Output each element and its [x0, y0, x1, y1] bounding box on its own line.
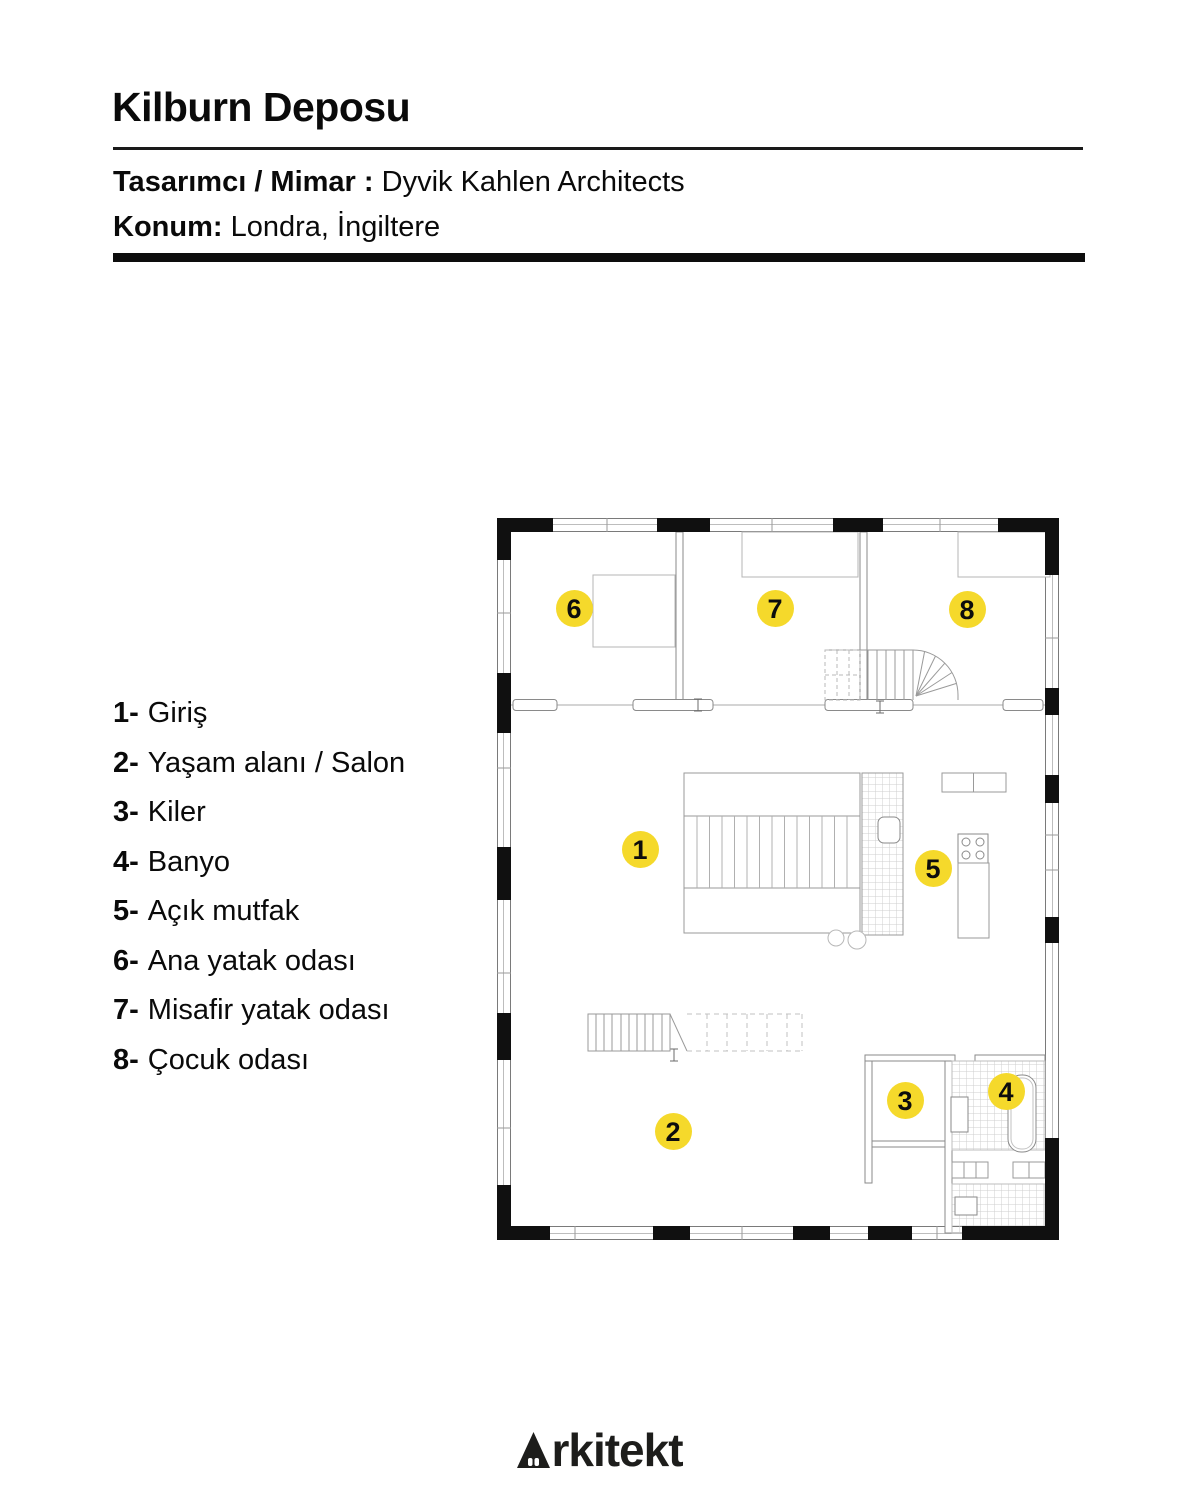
legend-label: Kiler	[147, 796, 206, 828]
room-badge-7: 7	[757, 590, 794, 627]
legend-item-7	[113, 994, 405, 1044]
designer-label: Tasarımcı / Mimar :	[113, 166, 374, 198]
page-title: Kilburn Deposu	[112, 84, 411, 130]
legend-label: Misafir yatak odası	[147, 994, 390, 1026]
footer	[0, 1424, 1200, 1476]
divider-thick	[113, 253, 1085, 262]
room-badge-4: 4	[988, 1073, 1025, 1110]
legend-num: 1-	[113, 697, 139, 729]
legend-num: 3-	[113, 796, 139, 828]
legend-item-5	[113, 895, 405, 945]
legend-label: Banyo	[147, 845, 231, 878]
legend-item-1	[113, 697, 405, 747]
floor-plan	[497, 518, 1059, 1240]
location-label: Konum:	[113, 211, 223, 243]
legend-label: Çocuk odası	[147, 1043, 309, 1076]
room-badge-3: 3	[887, 1082, 924, 1119]
legend-num: 8-	[113, 1043, 139, 1076]
designer-row	[113, 166, 685, 199]
legend-num: 7-	[113, 994, 139, 1026]
legend-label: Giriş	[147, 697, 208, 729]
legend-label: Yaşam alanı / Salon	[147, 746, 406, 779]
location-value: Londra, İngiltere	[230, 211, 441, 243]
legend-item-2	[113, 747, 405, 797]
room-badge-5: 5	[915, 850, 952, 887]
legend-item-3	[113, 796, 405, 846]
legend-item-8	[113, 1044, 405, 1094]
arkitekt-logo	[517, 1424, 683, 1476]
logo-house-a-icon	[517, 1432, 550, 1468]
legend-item-6	[113, 945, 405, 995]
legend-num: 6-	[113, 944, 139, 977]
room-badge-8: 8	[949, 591, 986, 628]
divider-thin	[113, 147, 1083, 150]
room-legend	[113, 697, 405, 1093]
room-badge-2: 2	[655, 1113, 692, 1150]
legend-item-4	[113, 846, 405, 896]
legend-num: 5-	[113, 895, 139, 927]
legend-num: 2-	[113, 746, 139, 779]
legend-label: Ana yatak odası	[147, 944, 356, 977]
logo-text: rkitekt	[551, 1424, 683, 1476]
location-row	[113, 211, 440, 244]
legend-num: 4-	[113, 845, 139, 878]
designer-value: Dyvik Kahlen Architects	[381, 166, 685, 198]
room-badge-6: 6	[556, 590, 593, 627]
legend-label: Açık mutfak	[147, 895, 300, 927]
room-badge-1: 1	[622, 831, 659, 868]
